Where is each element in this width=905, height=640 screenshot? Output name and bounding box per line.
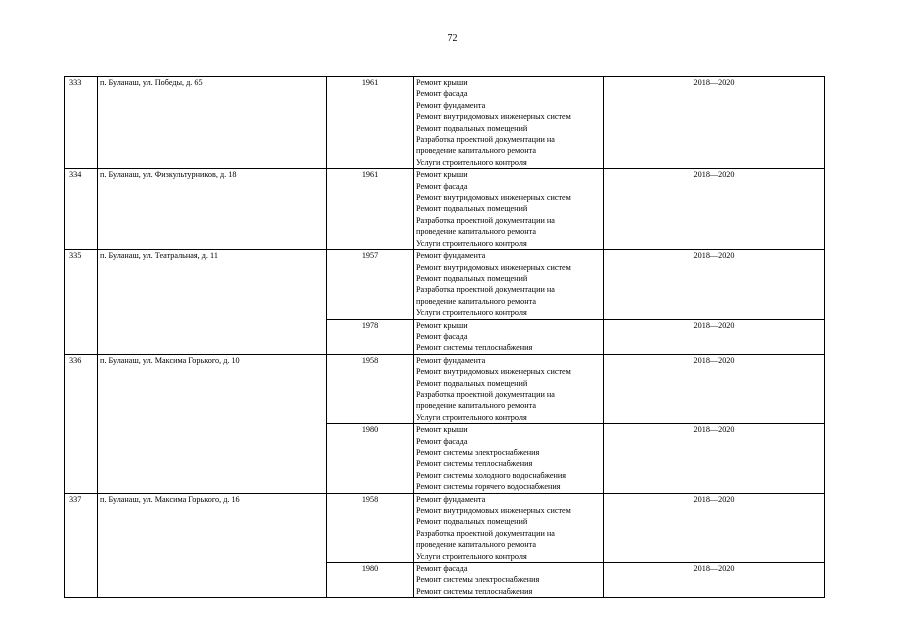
work-item: Ремонт системы горячего водоснабжения xyxy=(416,482,561,492)
work-item: Ремонт подвальных помещений xyxy=(416,378,528,388)
table-row xyxy=(65,250,825,319)
work-item: Разработка проектной документации на xyxy=(416,135,555,145)
work-item: Ремонт подвальных помещений xyxy=(416,517,528,527)
work-item: Разработка проектной документации на xyxy=(416,215,555,225)
work-item: Ремонт подвальных помещений xyxy=(416,204,528,214)
row-address: п. Буланаш, ул. Победы, д. 65 xyxy=(98,77,327,169)
works-list xyxy=(414,563,604,598)
row-number: 333 xyxy=(65,77,98,169)
works-list xyxy=(414,319,604,354)
build-year: 1958 xyxy=(327,354,414,423)
repair-period: 2018—2020 xyxy=(604,354,825,423)
build-year: 1978 xyxy=(327,319,414,354)
table-row xyxy=(65,77,825,169)
work-item: Ремонт фундамента xyxy=(416,100,486,110)
repair-period: 2018—2020 xyxy=(604,493,825,562)
work-item: Ремонт системы теплоснабжения xyxy=(416,459,533,469)
works-list xyxy=(414,354,604,423)
work-item: проведение капитального ремонта xyxy=(416,227,536,237)
work-item: Разработка проектной документации на xyxy=(416,528,555,538)
work-item: Ремонт системы электроснабжения xyxy=(416,575,540,585)
work-item: проведение капитального ремонта xyxy=(416,146,536,156)
work-item: Ремонт крыши xyxy=(416,320,468,330)
work-item: Ремонт системы холодного водоснабжения xyxy=(416,470,567,480)
work-item: Ремонт фундамента xyxy=(416,355,486,365)
work-item: Услуги строительного контроля xyxy=(416,308,527,318)
row-number: 337 xyxy=(65,493,98,598)
work-item: Ремонт внутридомовых инженерных систем xyxy=(416,506,571,516)
row-address: п. Буланаш, ул. Максима Горького, д. 16 xyxy=(98,493,327,598)
repair-period: 2018—2020 xyxy=(604,424,825,493)
build-year: 1958 xyxy=(327,493,414,562)
work-item: Ремонт крыши xyxy=(416,170,468,180)
work-item: проведение капитального ремонта xyxy=(416,401,536,411)
repair-period: 2018—2020 xyxy=(604,250,825,319)
repair-period: 2018—2020 xyxy=(604,169,825,250)
table-row xyxy=(65,354,825,423)
work-item: Услуги строительного контроля xyxy=(416,551,527,561)
work-item: Разработка проектной документации на xyxy=(416,389,555,399)
repair-period: 2018—2020 xyxy=(604,77,825,169)
work-item: Ремонт подвальных помещений xyxy=(416,273,528,283)
work-item: Разработка проектной документации на xyxy=(416,285,555,295)
capital-repair-table xyxy=(64,76,825,598)
work-item: проведение капитального ремонта xyxy=(416,540,536,550)
repair-period: 2018—2020 xyxy=(604,563,825,598)
work-item: Ремонт подвальных помещений xyxy=(416,123,528,133)
work-item: Ремонт внутридомовых инженерных систем xyxy=(416,262,571,272)
work-item: Услуги строительного контроля xyxy=(416,238,527,248)
build-year: 1980 xyxy=(327,563,414,598)
work-item: Ремонт фасада xyxy=(416,331,468,341)
repair-period: 2018—2020 xyxy=(604,319,825,354)
row-number: 335 xyxy=(65,250,98,355)
row-address: п. Буланаш, ул. Театральная, д. 11 xyxy=(98,250,327,355)
work-item: Ремонт крыши xyxy=(416,78,468,87)
work-item: Ремонт внутридомовых инженерных систем xyxy=(416,193,571,203)
work-item: Услуги строительного контроля xyxy=(416,412,527,422)
page-number: 72 xyxy=(447,33,458,44)
work-item: Ремонт фасада xyxy=(416,436,468,446)
row-number: 336 xyxy=(65,354,98,493)
table-row xyxy=(65,493,825,562)
works-list xyxy=(414,169,604,250)
work-item: Ремонт системы теплоснабжения xyxy=(416,343,533,353)
work-item: Ремонт крыши xyxy=(416,425,468,435)
row-number: 334 xyxy=(65,169,98,250)
table-row xyxy=(65,169,825,250)
work-item: Ремонт внутридомовых инженерных систем xyxy=(416,112,571,122)
work-item: Ремонт фасада xyxy=(416,181,468,191)
work-item: проведение капитального ремонта xyxy=(416,296,536,306)
build-year: 1957 xyxy=(327,250,414,319)
work-item: Ремонт системы электроснабжения xyxy=(416,448,540,457)
work-item: Услуги строительного контроля xyxy=(416,157,527,167)
row-address: п. Буланаш, ул. Максима Горького, д. 10 xyxy=(98,354,327,493)
build-year: 1980 xyxy=(327,424,414,493)
build-year: 1961 xyxy=(327,169,414,250)
work-item: Ремонт фундамента xyxy=(416,251,486,261)
works-list xyxy=(414,424,604,493)
work-item: Ремонт фасада xyxy=(416,89,468,99)
work-item: Ремонт внутридомовых инженерных систем xyxy=(416,367,571,377)
works-list xyxy=(414,250,604,319)
work-item: Ремонт фасада xyxy=(416,564,468,574)
table-body xyxy=(65,77,825,598)
build-year: 1961 xyxy=(327,77,414,169)
work-item: Ремонт системы теплоснабжения xyxy=(416,586,533,596)
works-list xyxy=(414,77,604,169)
row-address: п. Буланаш, ул. Физкультурников, д. 18 xyxy=(98,169,327,250)
work-item: Ремонт фундамента xyxy=(416,494,486,504)
works-list xyxy=(414,493,604,562)
